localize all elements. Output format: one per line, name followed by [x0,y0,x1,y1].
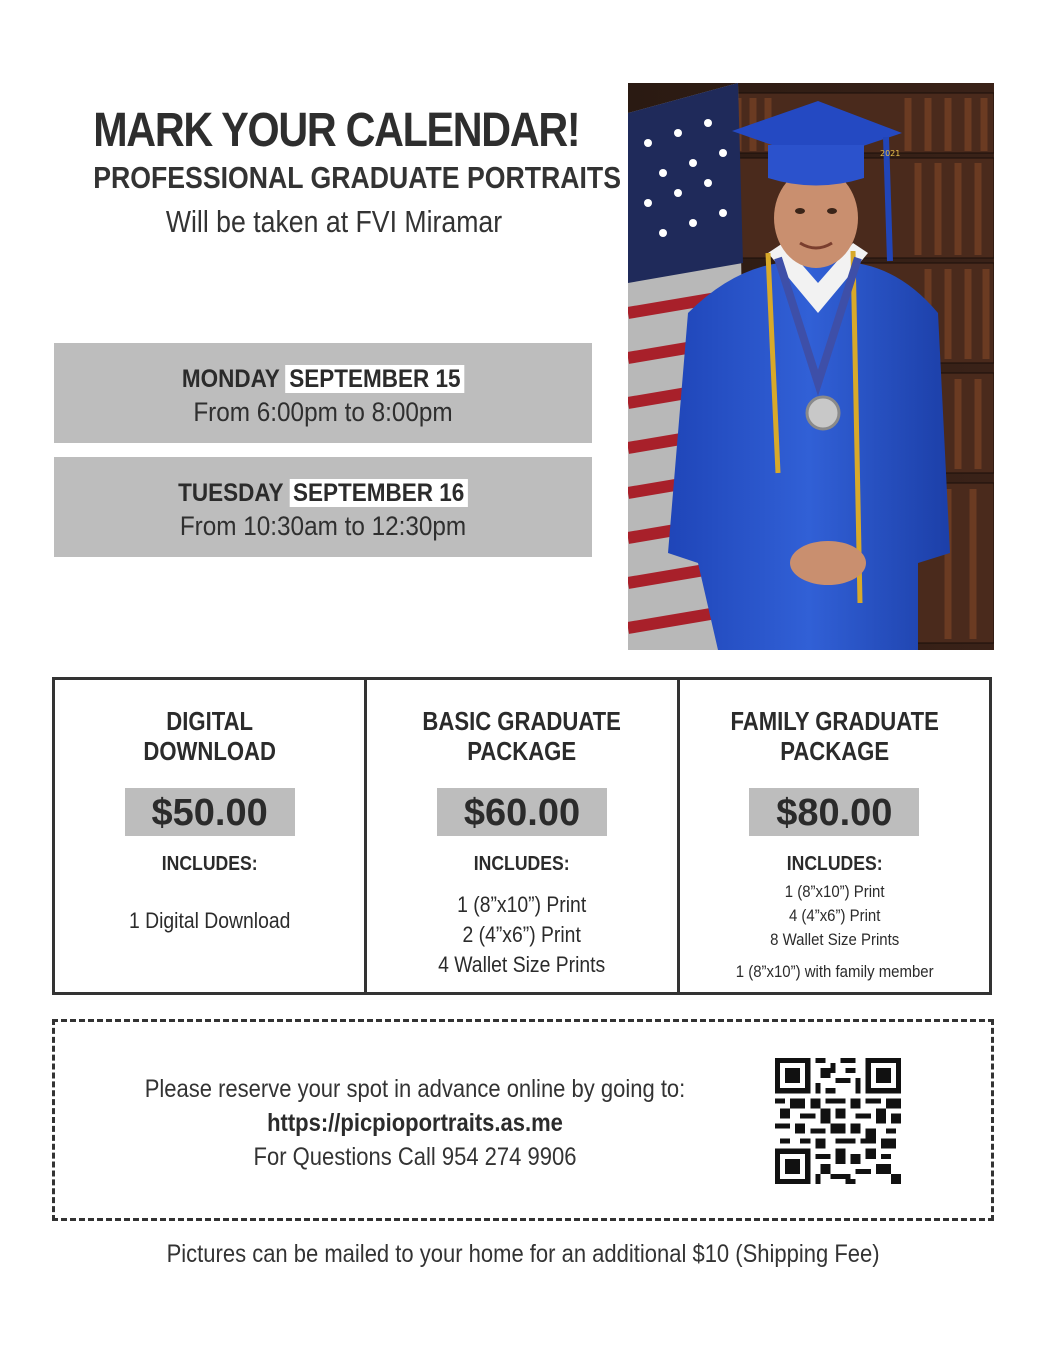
package-extra-item: 1 (8”x10”) with family member [735,962,934,981]
package-item: 1 Digital Download [128,908,291,933]
package-name: DIGITAL DOWNLOAD [143,706,276,766]
shipping-note-text: Pictures can be mailed to your home for an additional $10 (Shipping Fee) [166,1240,880,1268]
package-items [74,906,346,936]
time-range: From 10:30am to 12:30pm [179,511,467,541]
package-item: 4 Wallet Size Prints [438,952,606,977]
day-label: TUESDAY [178,479,284,507]
includes-label: INCLUDES: [474,853,570,875]
reservation-text [95,1072,735,1174]
package-name: BASIC GRADUATE PACKAGE [422,706,622,766]
package-item: 2 (4”x6”) Print [462,922,582,947]
package-price: $80.00 [749,788,919,836]
package-items [698,880,970,952]
reserve-instructions: Please reserve your spot in advance online by going to: [144,1075,686,1103]
graduate-portrait-photo [628,83,994,650]
package-item: 1 (8”x10”) Print [784,882,885,901]
packages-table [52,677,992,995]
graduate-illustration [628,83,994,650]
package-item: 4 (4”x6”) Print [788,906,881,925]
qr-code[interactable] [775,1058,901,1184]
date-label: SEPTEMBER 16 [289,479,468,507]
package-price: $60.00 [437,788,607,836]
day-label: MONDAY [181,365,280,393]
reservation-box [52,1019,994,1221]
shipping-note [0,1237,1046,1271]
page-subtitle: PROFESSIONAL GRADUATE PORTRAITS [93,160,621,195]
date-box-tuesday [54,457,592,557]
package-price: $50.00 [125,788,295,836]
date-box-monday [54,343,592,443]
cap-year-text: 2021 [880,149,901,158]
date-line [81,477,565,509]
date-label: SEPTEMBER 15 [286,365,465,393]
phone-line: For Questions Call 954 274 9906 [253,1143,577,1171]
package-item: 1 (8”x10”) Print [457,892,587,917]
flyer-header [54,104,621,242]
package-family-graduate [677,680,989,992]
package-name: FAMILY GRADUATE PACKAGE [730,706,939,766]
package-basic-graduate [364,680,676,992]
date-line [81,363,565,395]
time-range: From 6:00pm to 8:00pm [193,397,453,427]
includes-label: INCLUDES: [786,853,883,875]
location-text: Will be taken at FVI Miramar [165,204,503,239]
booking-url-link[interactable]: https://picpioportraits.as.me [267,1109,563,1137]
package-items [386,890,658,980]
page-title: MARK YOUR CALENDAR! [93,104,580,157]
package-digital-download [55,680,364,992]
includes-label: INCLUDES: [161,853,258,875]
package-item: 8 Wallet Size Prints [769,930,899,949]
